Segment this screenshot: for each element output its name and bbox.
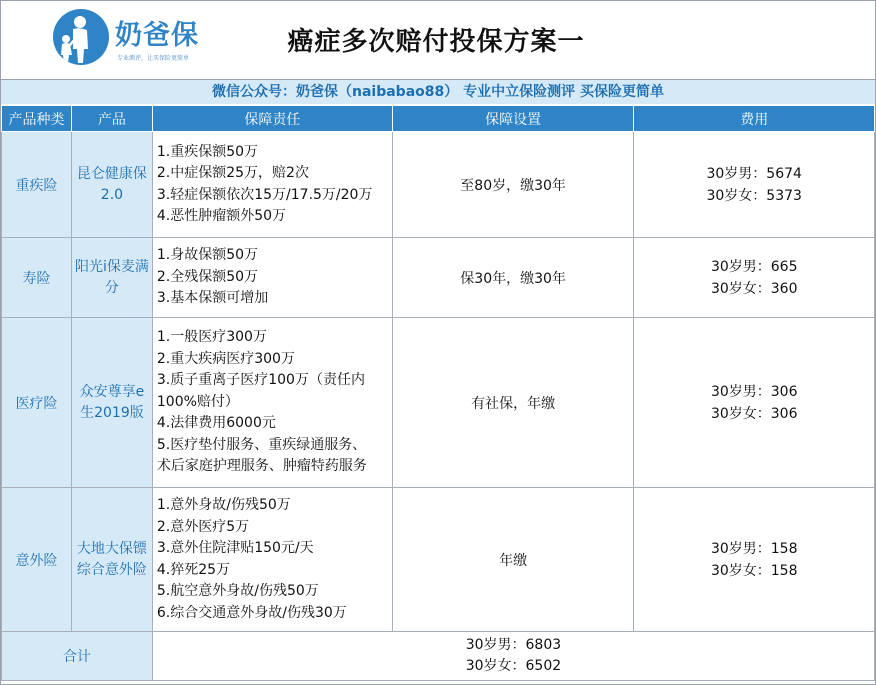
duty-line: 100%赔付）	[156, 393, 239, 410]
category-cell: 重疾险	[2, 132, 72, 238]
total-female: 30岁女：6502	[465, 658, 562, 674]
fee-female: 30岁女：158	[710, 562, 798, 579]
wechat-banner: 微信公众号：奶爸保（naibabao88） 专业中立保险测评 买保险更简单	[1, 80, 875, 104]
duty-line: 4.法律费用6000元	[156, 415, 276, 432]
duties-cell	[152, 238, 392, 318]
fee-cell	[634, 238, 875, 318]
duty-line: 3.质子重离子医疗100万（责任内	[156, 372, 365, 389]
fee-male: 30岁男：5674	[706, 165, 802, 182]
table-header-row	[2, 106, 875, 132]
header-setting: 保障设置	[392, 106, 634, 132]
fee-male: 30岁男：306	[710, 383, 798, 400]
duties-cell	[152, 488, 392, 632]
setting-cell: 至80岁，缴30年	[392, 132, 634, 238]
logo-name: 奶爸保	[115, 20, 199, 51]
product-cell: 昆仑健康保2.0	[71, 132, 152, 238]
duty-line: 1.一般医疗300万	[156, 329, 267, 346]
duty-line: 5.航空意外身故/伤残50万	[156, 583, 319, 599]
setting-cell: 年缴	[392, 488, 634, 632]
total-row	[2, 632, 875, 681]
setting-cell: 有社保，年缴	[392, 318, 634, 488]
duty-line: 2.全残保额50万	[156, 268, 259, 285]
logo-slogan: 专业测评，让买保险更简单	[117, 55, 190, 62]
duty-line: 4.恶性肿瘤额外50万	[156, 208, 287, 224]
fee-cell	[634, 132, 875, 238]
header-product: 产品	[71, 106, 152, 132]
total-label: 合计	[2, 632, 153, 681]
duty-line: 3.基本保额可增加	[156, 290, 269, 307]
table-row	[2, 318, 875, 488]
header-duties: 保障责任	[152, 106, 392, 132]
fee-female: 30岁女：306	[710, 405, 798, 422]
duty-line: 3.轻症保额依次15万/17.5万/20万	[156, 186, 373, 203]
duty-line: 2.重大疾病医疗300万	[156, 350, 295, 367]
duty-line: 1.意外身故/伤残50万	[156, 497, 291, 513]
category-cell: 意外险	[2, 488, 72, 632]
brand-logo	[53, 9, 213, 71]
setting-cell: 保30年，缴30年	[392, 238, 634, 318]
duty-line: 4.猝死25万	[156, 561, 231, 578]
duty-line: 5.医疗垫付服务、重疾绿通服务、	[156, 436, 367, 453]
total-male: 30岁男：6803	[465, 637, 562, 653]
product-cell: 阳光i保麦满分	[71, 238, 152, 318]
table-row	[2, 132, 875, 238]
duty-line: 1.重疾保额50万	[156, 143, 259, 160]
fee-male: 30岁男：158	[710, 540, 798, 557]
duty-line: 3.意外住院津贴150元/天	[156, 540, 314, 556]
total-value-cell	[152, 632, 874, 681]
page-title: 癌症多次赔付投保方案一	[287, 27, 585, 57]
plan-table	[1, 105, 875, 681]
duty-line: 1.身故保额50万	[156, 247, 259, 264]
fee-cell	[634, 318, 875, 488]
header	[1, 1, 875, 80]
family-logo-icon	[53, 9, 109, 65]
fee-female: 30岁女：5373	[706, 187, 802, 204]
category-cell: 医疗险	[2, 318, 72, 488]
duty-line: 6.综合交通意外身故/伤残30万	[156, 604, 347, 621]
duty-line: 2.中症保额25万，赔2次	[156, 165, 309, 181]
category-cell: 寿险	[2, 238, 72, 318]
fee-male: 30岁男：665	[710, 258, 798, 275]
table-row	[2, 488, 875, 632]
duties-cell	[152, 132, 392, 238]
fee-female: 30岁女：360	[710, 280, 798, 297]
table-row	[2, 238, 875, 318]
header-category: 产品种类	[2, 106, 72, 132]
duty-line: 2.意外医疗5万	[156, 518, 250, 535]
duties-cell	[152, 318, 392, 488]
product-cell: 众安尊享e生2019版	[71, 318, 152, 488]
duty-line: 术后家庭护理服务、肿瘤特药服务	[156, 458, 367, 475]
header-fee: 费用	[634, 106, 875, 132]
fee-cell	[634, 488, 875, 632]
product-cell: 大地大保镖综合意外险	[71, 488, 152, 632]
